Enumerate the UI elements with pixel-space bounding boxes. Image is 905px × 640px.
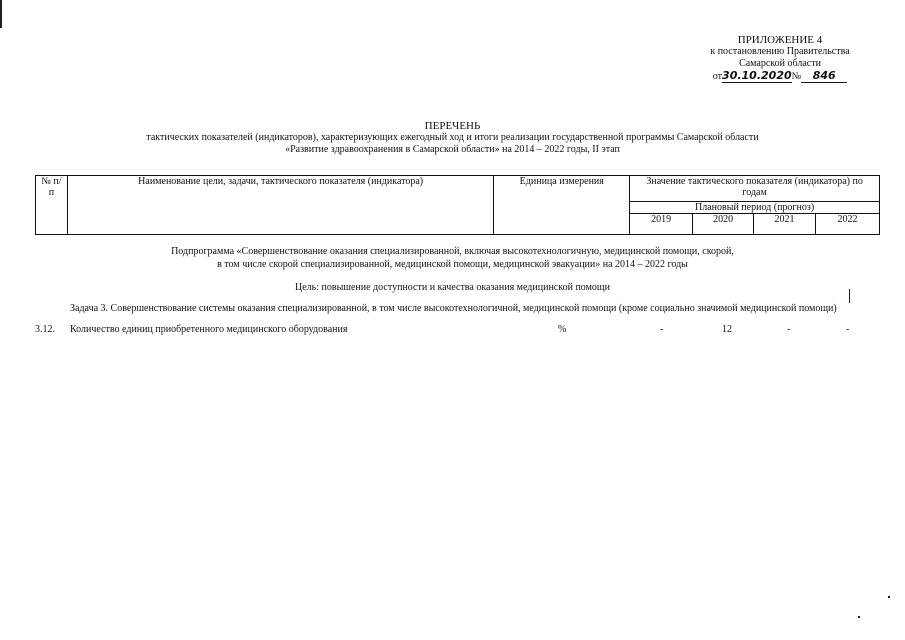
appendix-date-line — [660, 70, 900, 83]
document-heading: ПЕРЕЧЕНЬ — [424, 120, 481, 132]
year-cell: 2021 — [754, 214, 816, 235]
goal-text: Цель: повышение доступности и качества оказания медицинской помощи — [295, 282, 610, 293]
row-number: 3.12. — [35, 324, 55, 335]
row-value: 12 — [722, 324, 732, 335]
column-period: Плановый период (прогноз) — [630, 202, 880, 214]
row-value: - — [787, 324, 791, 335]
appendix-title: ПРИЛОЖЕНИЕ 4 — [737, 34, 823, 46]
year-cell: 2019 — [630, 214, 693, 235]
row-name: Количество единиц приобретенного медицинского оборудования — [70, 324, 348, 335]
document-title — [0, 120, 905, 156]
row-value: - — [660, 324, 664, 335]
scan-mark — [858, 616, 860, 618]
document-subheading: тактических показателей (индикаторов), характеризующих ежегодный ход и итоги реализации государственной программы Самарской области — [146, 132, 759, 143]
task-text: Задача 3. Совершенствование системы оказания специализированной, в том числе высокотехнологичной, медицинской помощи (кроме социально значимой медицинской помощи) — [70, 303, 837, 314]
scan-mark — [888, 596, 890, 598]
year-cell: 2020 — [693, 214, 754, 235]
number-prefix: № — [791, 71, 802, 82]
subprogram-line: Подпрограмма «Совершенствование оказания специализированной, включая высокотехнологичную, медицинской помощи, скорой, — [171, 246, 734, 257]
date-prefix: от — [712, 71, 723, 82]
row-unit: % — [558, 324, 567, 335]
appendix-line: Самарской области — [739, 58, 821, 69]
appendix-block — [660, 34, 900, 83]
handwritten-number: 846 — [801, 70, 847, 83]
scan-mark — [0, 0, 2, 28]
handwritten-date: 30.10.2020 — [722, 69, 792, 82]
subprogram-title — [0, 245, 905, 271]
column-number: № п/п — [36, 176, 68, 235]
column-name: Наименование цели, задачи, тактического показателя (индикатора) — [67, 176, 493, 235]
year-cell: 2022 — [816, 214, 880, 235]
indicator-table-header — [35, 175, 880, 235]
row-value: - — [846, 324, 850, 335]
column-value: Значение тактического показателя (индикатора) по годам — [630, 176, 880, 202]
column-unit: Единица измерения — [494, 176, 630, 235]
subprogram-line: в том числе скорой специализированной, медицинской помощи, медицинской эвакуации» на 2014 – 2022 годы — [217, 259, 688, 270]
document-subheading: «Развитие здравоохранения в Самарской области» на 2014 – 2022 годы, II этап — [285, 144, 620, 155]
appendix-line: к постановлению Правительства — [710, 46, 850, 57]
